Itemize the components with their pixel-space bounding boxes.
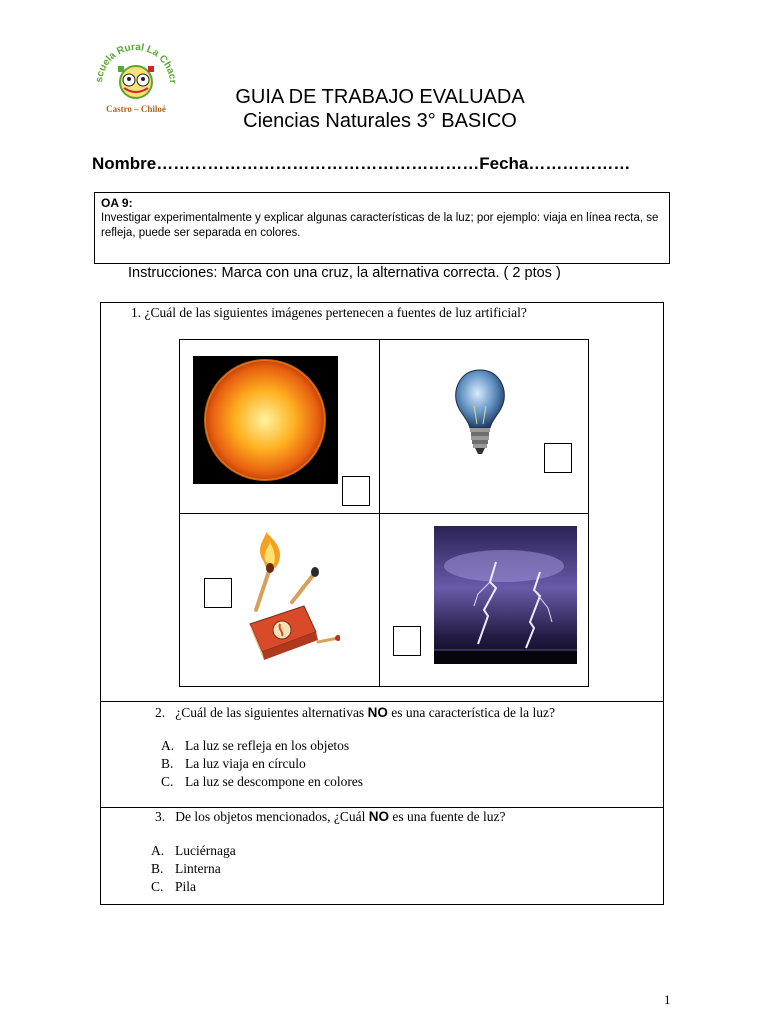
question-2-number: 2. [155,705,166,720]
question-1-number: 1. [131,305,142,320]
question-2-option-b: B. La luz viaja en círculo [161,756,306,771]
answer-box-lightning[interactable] [393,626,421,656]
question-3-option-b: B. Linterna [151,861,221,876]
question-2-text-before: ¿Cuál de las siguientes alternativas [175,705,368,720]
page-number: 1 [664,992,671,1007]
question-3-text-after: es una fuente de luz? [388,809,506,824]
question-2-option-a: A. La luz se refleja en los objetos [161,738,350,753]
question-1-text: ¿Cuál de las siguientes imágenes pertenecen a fuentes de luz artificial? [144,305,527,320]
question-1-image-grid [179,339,589,687]
light-bulb-image [450,366,510,466]
question-3-text-before: De los objetos mencionados, ¿Cuál [175,809,369,824]
question-3-option-c: C. Pila [151,879,197,894]
question-3-option-a: A. Luciérnaga [151,843,236,858]
logo-bottom-text: Castro – Chiloé [106,104,166,114]
question-2-text-after: es una característica de la luz? [387,705,555,720]
question-2 [155,705,555,721]
instructions: Instrucciones: Marca con una cruz, la alternativa correcta. ( 2 ptos ) [128,265,561,281]
answer-box-light-bulb[interactable] [544,443,572,473]
question-1 [131,305,527,321]
question-3-emphasis: NO [368,809,389,824]
name-date-line: Nombre…………………………………………………Fecha……………… [92,154,631,173]
answer-box-sun[interactable] [342,476,370,506]
logo-arc-text: scuela Rural La Chacr [93,41,179,85]
question-2-emphasis: NO [367,705,388,720]
objective-text: Investigar experimentalmente y explicar algunas características de la luz; por ejemplo: viaja en línea recta, se refleja, puede ser separada en colores. [101,212,659,239]
question-3-number: 3. [155,809,166,824]
lightning-image [434,526,577,664]
question-3 [155,809,506,825]
answer-box-matches[interactable] [204,578,232,608]
page-subtitle: Ciencias Naturales 3° BASICO [243,110,517,132]
question-2-option-c: C. La luz se descompone en colores [161,774,364,789]
matches-image [244,532,340,660]
page-title: GUIA DE TRABAJO EVALUADA [235,86,525,108]
questions-box [100,302,664,905]
objective-box [94,192,670,264]
sun-image [193,356,338,484]
objective-label: OA 9: [101,196,133,210]
